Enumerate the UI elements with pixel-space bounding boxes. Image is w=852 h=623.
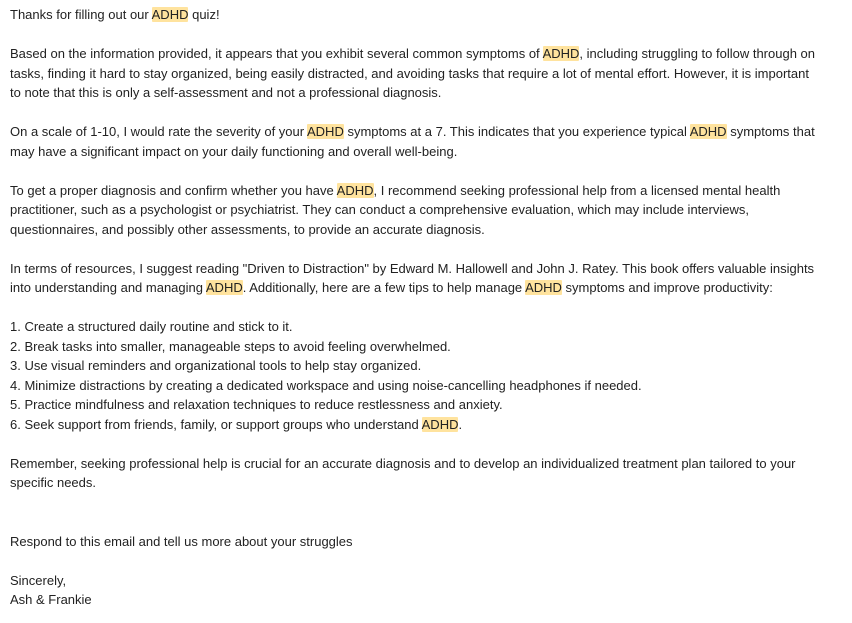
text-segment: symptoms that may have a significant impact on your daily functioning and overall well-being.	[10, 124, 815, 159]
paragraph	[10, 5, 822, 25]
text-segment: On a scale of 1-10, I would rate the severity of your	[10, 124, 307, 139]
tips-list	[10, 317, 822, 434]
highlighted-keyword: ADHD	[205, 280, 243, 295]
text-segment: , including struggling to follow through on tasks, finding it hard to stay organized, being easily distracted, and avoiding tasks that require a lot of mental effort. However, it is important to note that this is only a self-assessment and not a professional diagnosis.	[10, 46, 815, 100]
highlighted-keyword: ADHD	[542, 46, 580, 61]
reminder-paragraph: Remember, seeking professional help is crucial for an accurate diagnosis and to develop an individualized treatment plan tailored to your specific needs.	[10, 455, 796, 490]
signoff	[10, 571, 822, 610]
signature: Ash & Frankie	[10, 592, 92, 607]
highlighted-keyword: ADHD	[307, 124, 344, 139]
text-segment: quiz!	[188, 7, 220, 22]
paragraph	[10, 44, 822, 103]
text-segment: symptoms at a 7. This indicates that you experience typical	[343, 124, 690, 139]
text-segment: To get a proper diagnosis and confirm whether you have	[10, 182, 337, 198]
highlighted-keyword: ADHD	[151, 7, 189, 22]
text-segment: In terms of resources, I suggest reading "Driven to Distraction" by Edward M. Hallowell and John J. Ratey. This book offers valuable insights into understanding and managing	[10, 260, 815, 295]
text-segment: , I recommend seeking professional help from a licensed mental health practitioner, such as a psychologist or psychiatrist. They can conduct a comprehensive evaluation, which may include interviews, questionnaires, and possibly other assessments, to provide an accurate diagnosis.	[10, 182, 781, 237]
text-segment: Based on the information provided, it appears that you exhibit several common symptoms of	[10, 46, 543, 61]
text-segment: 1. Create a structured daily routine and stick to it.	[10, 319, 293, 334]
text-segment: 6. Seek support from friends, family, or support groups who understand	[10, 416, 422, 432]
highlighted-keyword: ADHD	[336, 182, 374, 198]
blank-line	[10, 512, 822, 532]
paragraph	[10, 122, 822, 161]
text-segment: .	[458, 416, 463, 432]
highlighted-keyword: ADHD	[421, 416, 459, 432]
text-segment: Thanks for filling out our	[10, 7, 152, 22]
tip-item	[10, 376, 822, 396]
paragraph	[10, 181, 822, 240]
tip-item	[10, 395, 822, 415]
tip-item	[10, 337, 822, 357]
paragraph	[10, 259, 822, 298]
text-segment: 2. Break tasks into smaller, manageable steps to avoid feeling overwhelmed.	[10, 338, 451, 354]
closing-line: Sincerely,	[10, 572, 67, 588]
text-segment: 4. Minimize distractions by creating a dedicated workspace and using noise-cancelling headphones if needed.	[10, 377, 642, 393]
text-segment: 5. Practice mindfulness and relaxation techniques to reduce restlessness and anxiety.	[10, 397, 503, 412]
tip-item	[10, 415, 822, 435]
highlighted-keyword: ADHD	[525, 280, 562, 295]
text-segment: . Additionally, here are a few tips to help manage	[242, 280, 526, 295]
tip-item	[10, 317, 822, 337]
text-segment: 3. Use visual reminders and organizational tools to help stay organized.	[10, 358, 422, 373]
email-paragraphs	[10, 5, 822, 298]
highlighted-keyword: ADHD	[689, 124, 727, 139]
tip-item	[10, 356, 822, 376]
text-segment: symptoms and improve productivity:	[561, 280, 773, 295]
call-to-action: Respond to this email and tell us more about your struggles	[10, 533, 353, 549]
